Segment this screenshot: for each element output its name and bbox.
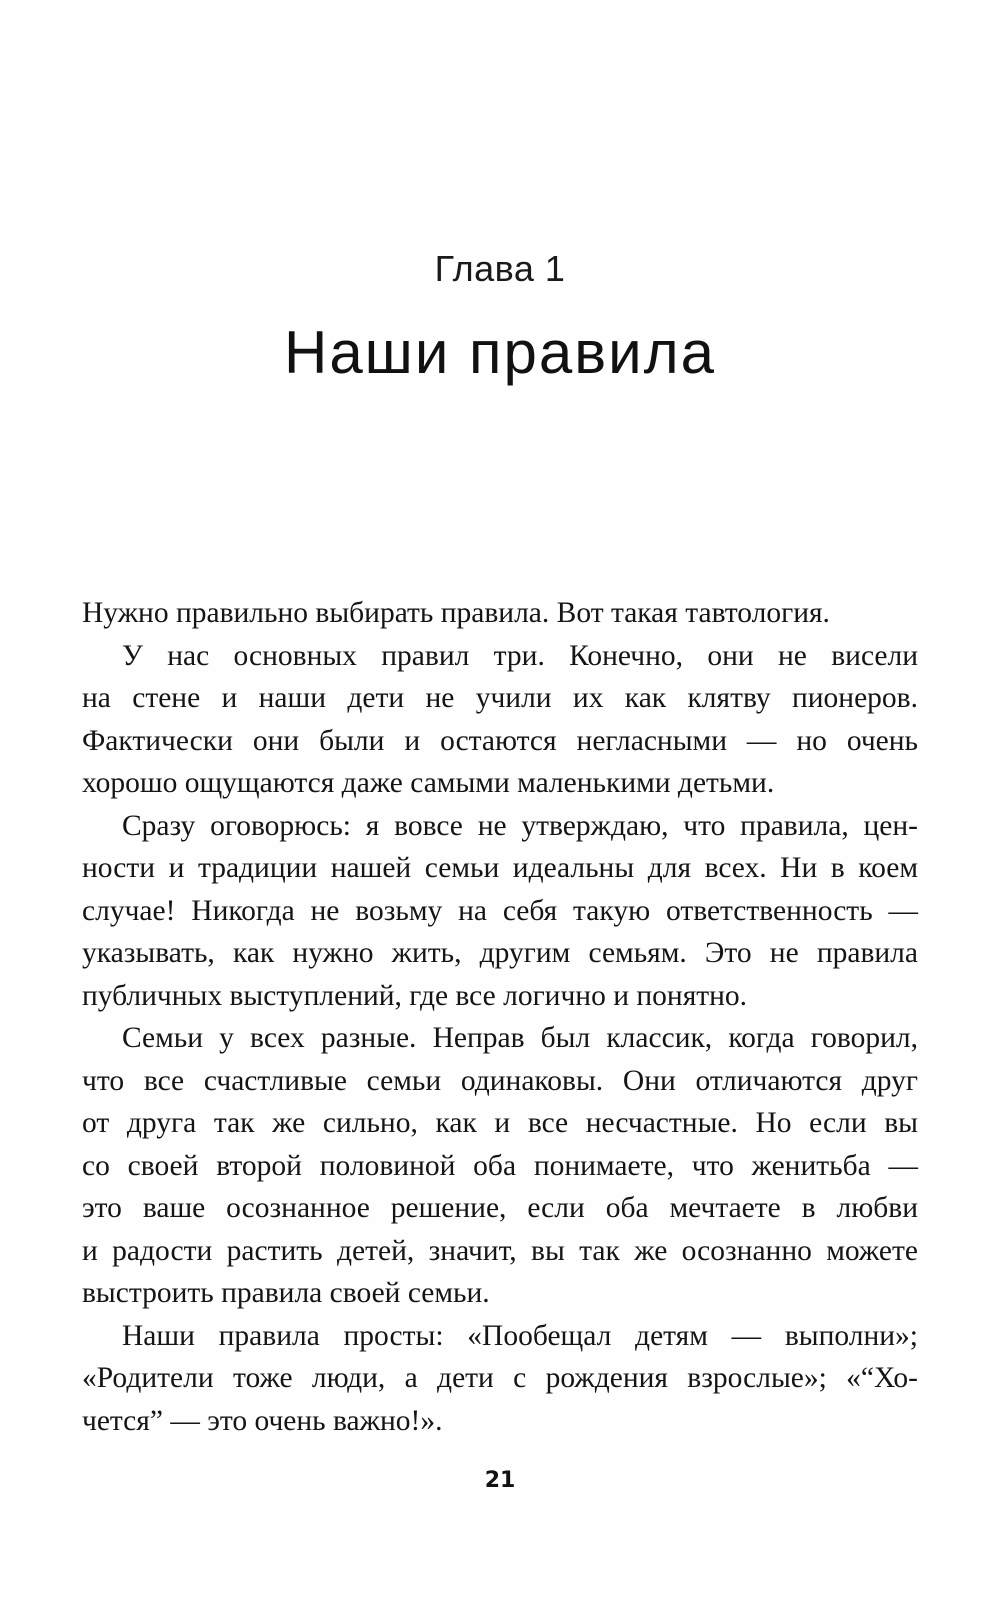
text-line: указывать, как нужно жить, другим семьям. Это не правила	[82, 937, 918, 969]
chapter-title: Наши правила	[283, 319, 717, 386]
paragraph-2	[82, 635, 918, 805]
text-line: Семьи у всех разные. Неправ был классик, когда говорил,	[122, 1022, 918, 1054]
text-line: случае! Никогда не возьму на себя такую ответственность —	[82, 894, 918, 927]
paragraph-5	[82, 1315, 918, 1443]
paragraph-1	[82, 592, 918, 635]
text-line: публичных выступлений, где все логично и понятно.	[82, 979, 748, 1012]
text-line: на стене и наши дети не учили их как клятву пионеров.	[82, 682, 918, 714]
text-line: хорошо ощущаются даже самыми маленькими детьми.	[82, 767, 775, 799]
text-line: выстроить правила своей семьи.	[82, 1277, 490, 1309]
text-line: Сразу оговорюсь: я вовсе не утверждаю, что правила, цен-	[122, 809, 918, 842]
text-line: это ваше осознанное решение, если оба мечтаете в любви	[82, 1192, 918, 1224]
chapter-label: Глава 1	[434, 248, 566, 289]
text-line: чется” — это очень важно!».	[82, 1404, 443, 1437]
text-line: от друга так же сильно, как и все несчастные. Но если вы	[82, 1107, 918, 1139]
text-line: Нужно правильно выбирать правила. Вот такая тавтология.	[82, 597, 830, 629]
text-line: ности и традиции нашей семьи идеальны для всех. Ни в коем	[82, 852, 918, 884]
text-line: и радости растить детей, значит, вы так же осознанно можете	[82, 1234, 918, 1267]
text-line: У нас основных правил три. Конечно, они не висели	[122, 639, 918, 672]
body-text	[82, 592, 918, 1442]
paragraph-3	[82, 805, 918, 1018]
text-line: Фактически они были и остаются негласными — но очень	[82, 724, 918, 757]
text-line: что все счастливые семьи одинаковы. Они отличаются друг	[82, 1064, 918, 1097]
text-line: со своей второй половиной оба понимаете, что женитьба —	[82, 1149, 918, 1182]
paragraph-4	[82, 1017, 918, 1315]
page-number: 21	[484, 1468, 516, 1493]
text-line: Наши правила просты: «Пообещал детям — выполни»;	[122, 1319, 918, 1352]
text-line: «Родители тоже люди, а дети с рождения взрослые»; «“Хо-	[82, 1362, 918, 1394]
